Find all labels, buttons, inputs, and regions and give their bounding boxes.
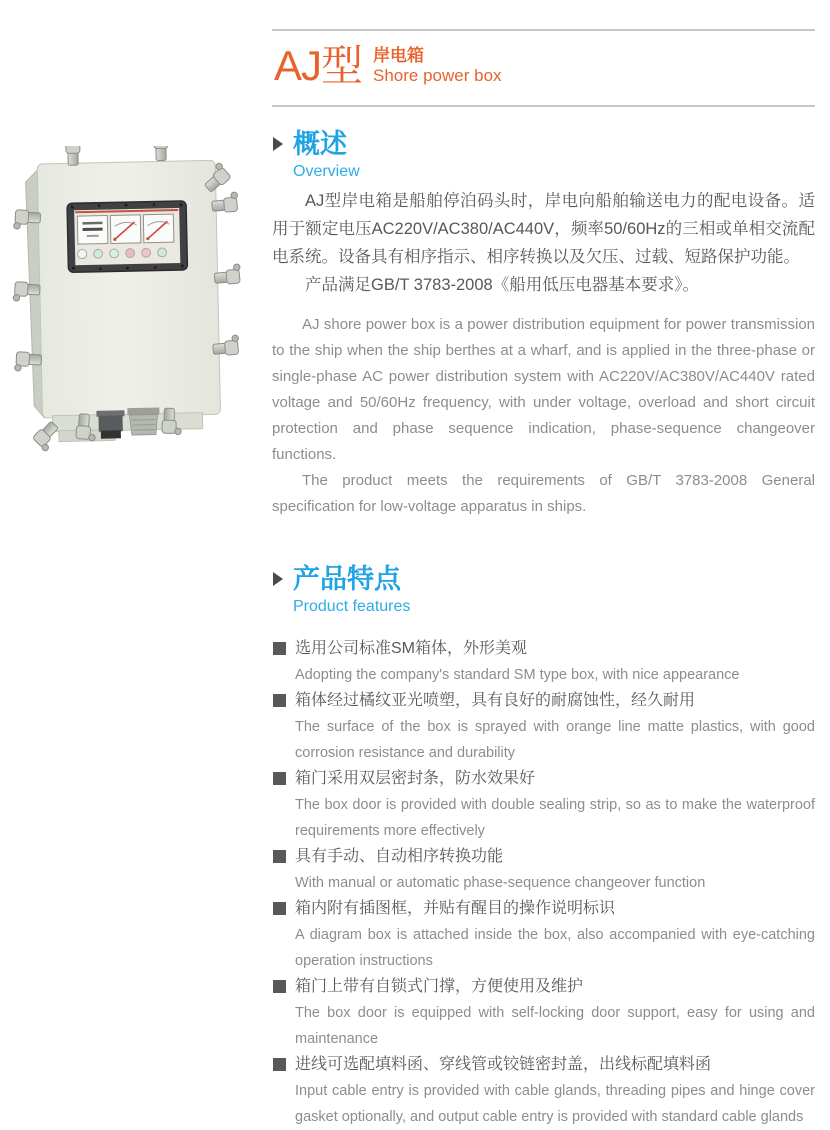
feature-cn-text: 进线可选配填料函、穿线管或铰链密封盖，出线标配填料函	[295, 1056, 711, 1073]
feature-cn-text: 箱门采用双层密封条，防水效果好	[295, 770, 535, 787]
feature-cn-text: 选用公司标准SM箱体，外形美观	[295, 640, 527, 657]
square-bullet-icon	[273, 694, 286, 707]
page-title	[272, 31, 815, 105]
product-name-block	[373, 44, 502, 85]
feature-en-text: The box door is provided with double sealing strip, so as to make the waterproof requirements more effectively	[272, 792, 815, 844]
feature-item	[272, 636, 815, 688]
feature-cn-text: 箱内附有插图框，并贴有醒目的操作说明标识	[295, 900, 615, 917]
feature-en-text: Input cable entry is provided with cable glands, threading pipes and hinge cover gasket optionally, and output cable entry is provided with standard cable glands	[272, 1078, 815, 1130]
content-column	[272, 0, 815, 1130]
ammeter-icon	[110, 215, 141, 244]
feature-en-text: With manual or automatic phase-sequence changeover function	[272, 870, 815, 896]
feature-cn-line	[272, 896, 815, 922]
overview-section-header	[272, 131, 815, 180]
product-photo	[12, 146, 258, 458]
overview-heading-en: Overview	[293, 163, 360, 180]
cabinet-door	[37, 160, 220, 418]
overview-heading-cn: 概述	[293, 131, 360, 158]
overview-paragraph-en: The product meets the requirements of GB/T 3783-2008 General specification for low-voltage apparatus in ships.	[272, 468, 815, 520]
feature-cn-line	[272, 974, 815, 1000]
shore-power-box-cabinet-illustration	[12, 146, 258, 458]
feature-item	[272, 974, 815, 1052]
feature-item	[272, 766, 815, 844]
feature-item	[272, 1052, 815, 1130]
triangle-bullet-icon	[273, 572, 283, 586]
meter-window	[67, 201, 187, 272]
features-heading-en: Product features	[293, 598, 410, 615]
overview-paragraph-en: AJ shore power box is a power distribution equipment for power transmission to the ship when the ship berthes at a wharf, and is applied in the three-phase or single-phase AC power distribution system with AC220V/AC380V/AC440V rated voltage and 50/60Hz frequency, with under voltage, overload and short circuit protection and phase sequence indication, phase-sequence changeover functions.	[272, 312, 815, 468]
latch-icon	[148, 146, 168, 161]
features-heading-block	[293, 566, 410, 615]
square-bullet-icon	[273, 772, 286, 785]
title-divider	[272, 105, 815, 107]
features-section-header	[272, 566, 815, 615]
feature-cn-text: 具有手动、自动相序转换功能	[295, 848, 503, 865]
feature-item	[272, 844, 815, 896]
square-bullet-icon	[273, 1058, 286, 1071]
feature-cn-text: 箱门上带有自锁式门撑，方便使用及维护	[295, 978, 583, 995]
triangle-bullet-icon	[273, 137, 283, 151]
feature-en-text: A diagram box is attached inside the box, also accompanied with eye-catching operation instructions	[272, 922, 815, 974]
overview-paragraph-cn: 产品满足GB/T 3783-2008《船用低压电器基本要求》。	[272, 271, 815, 299]
square-bullet-icon	[273, 902, 286, 915]
square-bullet-icon	[273, 980, 286, 993]
model-name: AJ型	[274, 44, 362, 88]
latch-icon	[61, 146, 81, 165]
features-heading-cn: 产品特点	[293, 566, 410, 593]
feature-cn-text: 箱体经过橘纹亚光喷塑，具有良好的耐腐蚀性，经久耐用	[295, 692, 695, 709]
square-bullet-icon	[273, 850, 286, 863]
voltmeter-icon	[77, 216, 108, 245]
feature-cn-line	[272, 844, 815, 870]
ammeter-icon	[143, 214, 174, 243]
overview-paragraph-cn: AJ型岸电箱是船舶停泊码头时，岸电向船舶输送电力的配电设备。适用于额定电压AC220V/AC380/AC440V，频率50/60Hz的三相或单相交流配电系统。设备具有相序指示、相序转换以及欠压、过载、短路保护功能。	[272, 187, 815, 271]
feature-cn-line	[272, 636, 815, 662]
feature-cn-line	[272, 766, 815, 792]
feature-en-text: Adopting the company's standard SM type box, with nice appearance	[272, 662, 815, 688]
overview-heading-block	[293, 131, 360, 180]
feature-item	[272, 896, 815, 974]
feature-item	[272, 688, 815, 766]
feature-en-text: The box door is equipped with self-locking door support, easy for using and maintenance	[272, 1000, 815, 1052]
cable-gland-light-icon	[127, 407, 160, 435]
overview-en-paragraphs	[272, 312, 815, 520]
feature-en-text: The surface of the box is sprayed with orange line matte plastics, with good corrosion resistance and durability	[272, 714, 815, 766]
square-bullet-icon	[273, 642, 286, 655]
feature-cn-line	[272, 1052, 815, 1078]
product-name-cn: 岸电箱	[373, 47, 502, 65]
product-name-en: Shore power box	[373, 67, 502, 85]
feature-cn-line	[272, 688, 815, 714]
overview-cn-paragraphs	[272, 187, 815, 299]
features-list	[272, 636, 815, 1130]
